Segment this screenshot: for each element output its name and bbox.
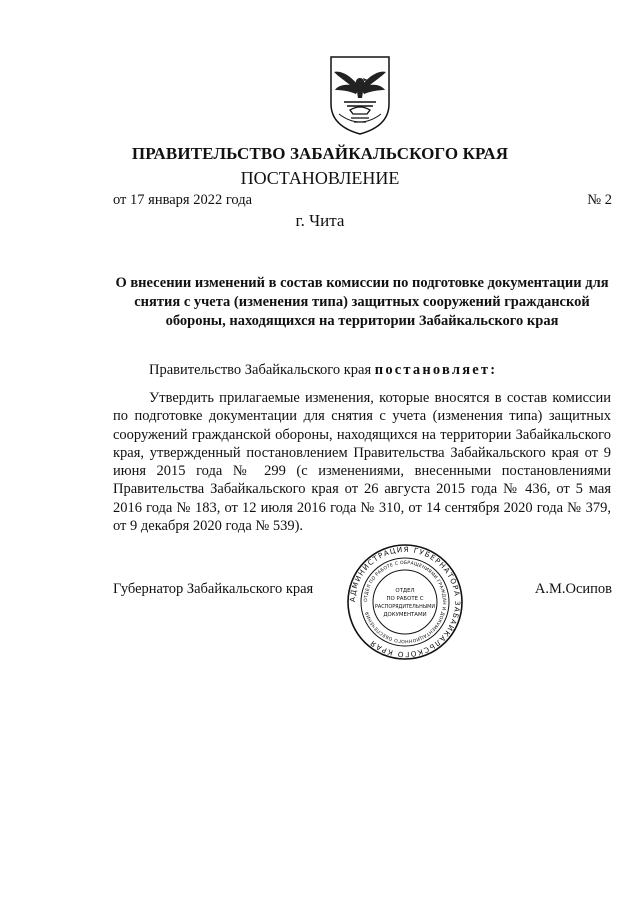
decree-intro — [149, 362, 497, 379]
stamp-center-line-1: ОТДЕЛ — [395, 588, 415, 594]
decree-body: Утвердить прилагаемые изменения, которые вносятся в состав комиссии по подготовке документации для снятия с учета (изменения типа) защитных сооружений гражданской обороны, находящихся на территории Забайкальского края, утвержденный постановлением Правительства Забайкальского края от 9 июня 2015 года № 299 (с изменениями, внесенными постановлениями Правительства Забайкальского края от 26 августа 2015 года № 436, от 5 мая 2016 года № 183, от 12 июля 2016 года № 310, от 14 сентября 2020 года № 379, от 9 декабря 2020 года № 539). — [113, 390, 611, 535]
stamp-outer-text: АДМИНИСТРАЦИЯ ГУБЕРНАТОРА ЗАБАЙКАЛЬСКОГО КРАЯ — [347, 544, 463, 660]
signer-name: А.М.Осипов — [534, 581, 612, 597]
coat-of-arms-emblem — [327, 54, 393, 136]
stamp-center-line-2: ПО РАБОТЕ С — [386, 596, 424, 602]
document-city: г. Чита — [295, 211, 345, 230]
stamp-inner-ring-text: ОТДЕЛ ПО РАБОТЕ С ОБРАЩЕНИЯМИ ГРАЖДАН И ДОКУМЕНТАЦИОННОГО ОБЕСПЕЧЕНИЯ — [363, 560, 447, 644]
stamp-center-line-4: ДОКУМЕНТАМИ — [383, 612, 427, 618]
document-type: ПОСТАНОВЛЕНИЕ — [240, 168, 400, 188]
document-number: № 2 — [587, 192, 612, 208]
decree-intro-text: Правительство Забайкальского края — [149, 362, 372, 378]
signer-title: Губернатор Забайкальского края — [113, 581, 314, 597]
document-date: от 17 января 2022 года — [113, 192, 253, 208]
stamp-center-line-3: РАСПОРЯДИТЕЛЬНЫМИ — [374, 604, 436, 610]
decree-verb: постановляет: — [374, 362, 498, 378]
government-title: ПРАВИТЕЛЬСТВО ЗАБАЙКАЛЬСКОГО КРАЯ — [131, 144, 509, 163]
official-stamp — [346, 543, 464, 661]
document-subject: О внесении изменений в состав комиссии по подготовке документации для снятия с учета (изменения типа) защитных сооружений гражданской обороны, находящихся на территории Забайкальского края — [115, 275, 609, 329]
